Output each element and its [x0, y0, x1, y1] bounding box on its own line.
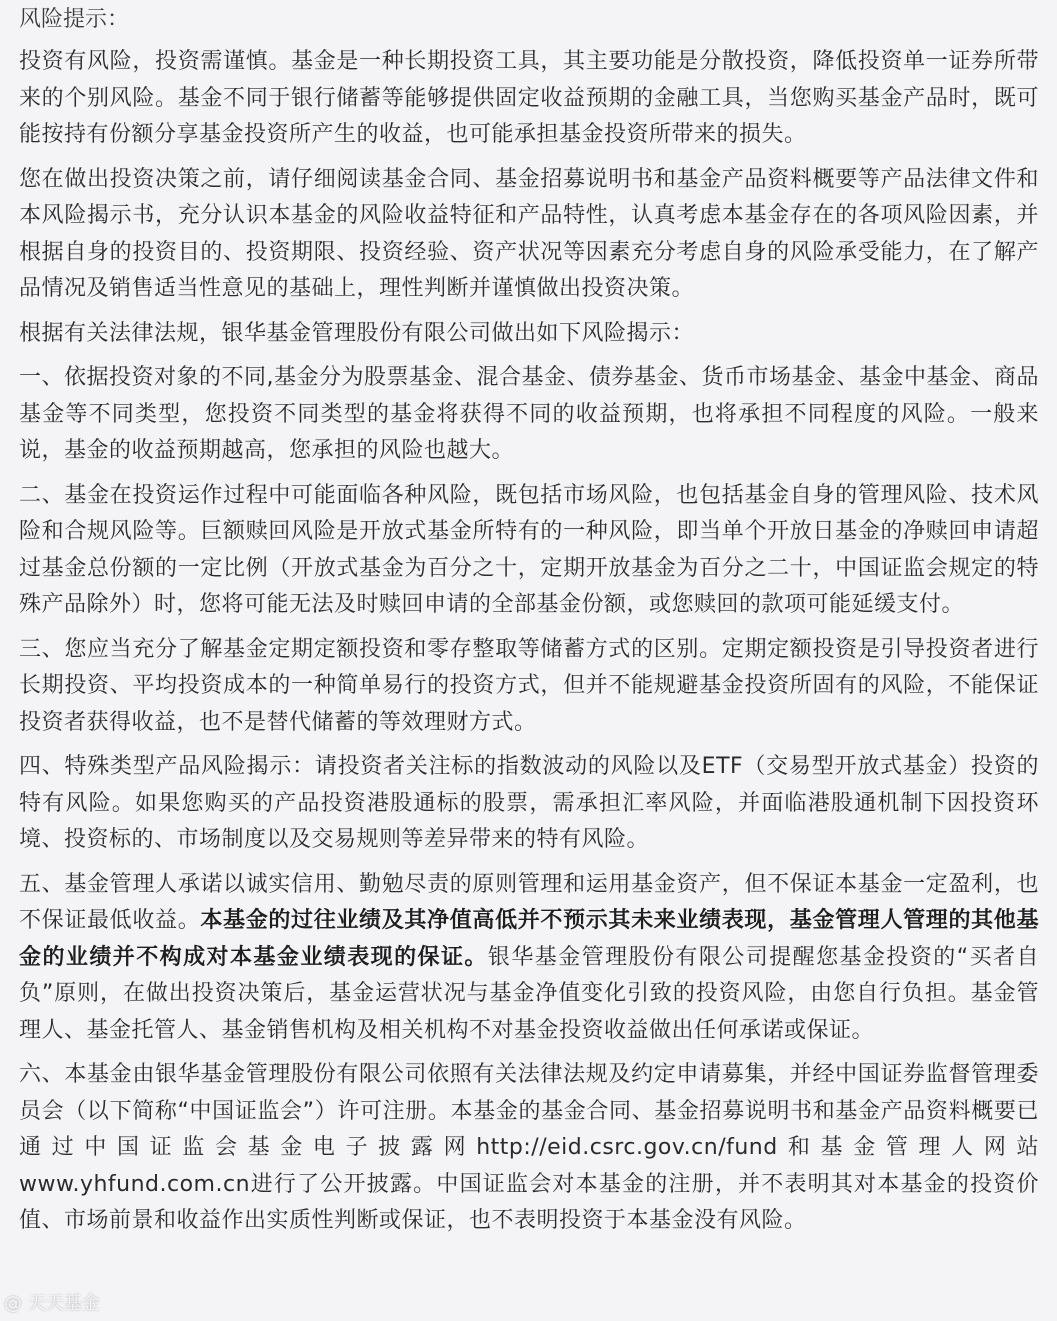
- paragraph-item-5: [19, 867, 1039, 1050]
- paragraph-intro: 投资有风险，投资需谨慎。基金是一种长期投资工具，其主要功能是分散投资，降低投资单一证券所带来的个别风险。基金不同于银行储蓄等能够提供固定收益预期的金融工具，当您购买基金产品时，既可能按持有份额分享基金投资所产生的收益，也可能承担基金投资所带来的损失。: [19, 49, 1039, 147]
- document-heading: 风险提示：: [19, 7, 130, 32]
- paragraph-item-2: 二、基金在投资运作过程中可能面临各种风险，既包括市场风险，也包括基金自身的管理风险、技术风险和合规风险等。巨额赎回风险是开放式基金所特有的一种风险，即当单个开放日基金的净赎回申请超过基金总份额的一定比例（开放式基金为百分之十，定期开放基金为百分之二十，中国证监会规定的特殊产品除外）时，您将可能无法及时赎回申请的全部基金份额，或您赎回的款项可能延缓支付。: [19, 482, 1039, 617]
- paragraph-item-5-text-before: 五、基金管理人承诺以诚实信用、勤勉尽责的原则管理和运用基金资产，但不保证本基金一定盈利，也不保证最低收益。: [19, 871, 1039, 933]
- paragraph-item-1: 一、依据投资对象的不同,基金分为股票基金、混合基金、债券基金、货币市场基金、基金中基金、商品基金等不同类型，您投资不同类型的基金将获得不同的收益预期，也将承担不同程度的风险。一般来说，基金的收益预期越高，您承担的风险也越大。: [19, 365, 1039, 463]
- paragraph-item-3: 三、您应当充分了解基金定期定额投资和零存整取等储蓄方式的区别。定期定额投资是引导投资者进行长期投资、平均投资成本的一种简单易行的投资方式，但并不能规避基金投资所固有的风险，不能保证投资者获得收益，也不是替代储蓄的等效理财方式。: [19, 636, 1039, 735]
- paragraph-item-4: 四、特殊类型产品风险揭示：请投资者关注标的指数波动的风险以及ETF（交易型开放式基金）投资的特有风险。如果您购买的产品投资港股通标的股票，需承担汇率风险，并面临港股通机制下因投资环境、投资标的、市场制度以及交易规则等差异带来的特有风险。: [19, 754, 1039, 852]
- paragraph-item-5-text-after: 银华基金管理股份有限公司提醒您基金投资的“买者自负”原则，在做出投资决策后，基金运营状况与基金净值变化引致的投资风险，由您自行负担。基金管理人、基金托管人、基金销售机构及相关机构不对基金投资收益做出任何承诺或保证。: [19, 944, 1039, 1043]
- paragraph-item-6: 六、本基金由银华基金管理股份有限公司依照有关法律法规及约定申请募集，并经中国证券监督管理委员会（以下简称“中国证监会”）许可注册。本基金的基金合同、基金招募说明书和基金产品资料概要已通过中国证监会基金电子披露网http://eid.csrc.gov.cn/fund和基金管理人网站www.yhfund.com.cn进行了公开披露。中国证监会对本基金的注册，并不表明其对本基金的投资价值、市场前景和收益作出实质性判断或保证，也不表明投资于本基金没有风险。: [19, 1062, 1039, 1233]
- paragraph-disclosure-lead: 根据有关法律法规，银华基金管理股份有限公司做出如下风险揭示：: [19, 320, 695, 346]
- paragraph-decision: 您在做出投资决策之前，请仔细阅读基金合同、基金招募说明书和基金产品资料概要等产品法律文件和本风险揭示书，充分认识本基金的风险收益特征和产品特性，认真考虑本基金存在的各项风险因素，并根据自身的投资目的、投资期限、投资经验、资产状况等因素充分考虑自身的风险承受能力，在了解产品情况及销售适当性意见的基础上，理性判断并谨慎做出投资决策。: [19, 166, 1039, 301]
- watermark: @ 天天基金: [4, 1293, 100, 1314]
- paragraph-item-5-bold-text: 本基金的过往业绩及其净值高低并不预示其未来业绩表现，基金管理人管理的其他基金的业绩并不构成对本基金业绩表现的保证。: [19, 908, 1039, 970]
